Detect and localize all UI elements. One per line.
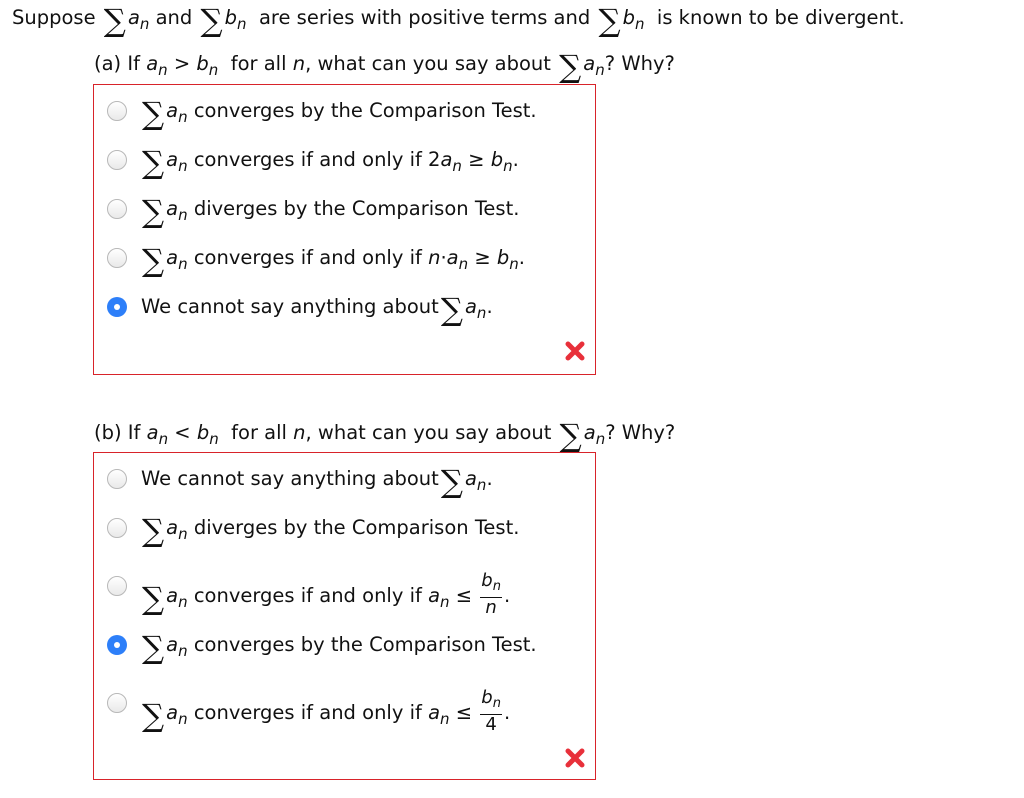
intro-text: are series with positive terms and bbox=[258, 6, 591, 29]
var-a: a bbox=[428, 584, 441, 607]
option-b-5[interactable] bbox=[140, 687, 511, 737]
relation: ≤ bbox=[455, 701, 473, 724]
sigma-symbol: ∑ bbox=[598, 3, 621, 39]
fraction-numerator bbox=[480, 571, 502, 598]
var-a: a bbox=[428, 701, 441, 724]
fraction-denominator: n bbox=[485, 597, 497, 618]
option-text: . bbox=[503, 584, 511, 607]
sigma-symbol: ∑ bbox=[142, 698, 165, 734]
question-text: (b) If bbox=[94, 421, 141, 444]
sub-n: n bbox=[476, 304, 487, 322]
sub-n: n bbox=[178, 525, 188, 543]
var-b: b bbox=[490, 148, 504, 171]
option-text: . bbox=[486, 467, 493, 490]
var-a: a bbox=[166, 246, 179, 269]
intro-line bbox=[12, 5, 905, 37]
radio-a-1[interactable] bbox=[107, 101, 127, 121]
sigma-symbol: ∑ bbox=[440, 292, 463, 328]
question-text: for all bbox=[231, 421, 287, 444]
option-b-1[interactable] bbox=[141, 466, 493, 498]
var-b: b bbox=[481, 687, 493, 708]
option-text: diverges by the Comparison Test. bbox=[193, 197, 520, 220]
sub-n: n bbox=[209, 430, 219, 448]
option-text: We cannot say anything about bbox=[141, 295, 439, 318]
intro-text: Suppose bbox=[12, 6, 96, 29]
var-b: b bbox=[496, 246, 510, 269]
option-text: converges if and only if bbox=[193, 701, 422, 724]
var-a: a bbox=[166, 584, 179, 607]
dot-operator: · bbox=[440, 246, 447, 269]
option-text: converges if and only if 2 bbox=[193, 148, 441, 171]
option-text: converges by the Comparison Test. bbox=[193, 99, 537, 122]
radio-b-3[interactable] bbox=[107, 576, 127, 596]
option-text: . bbox=[518, 246, 525, 269]
var-a: a bbox=[127, 6, 140, 29]
var-b: b bbox=[481, 570, 493, 591]
radio-b-2[interactable] bbox=[107, 518, 127, 538]
sub-n: n bbox=[634, 15, 645, 33]
option-a-1[interactable] bbox=[140, 98, 537, 130]
var-a: a bbox=[166, 701, 179, 724]
radio-b-5[interactable] bbox=[107, 693, 127, 713]
fraction-denominator: 4 bbox=[485, 714, 497, 735]
option-b-3[interactable] bbox=[140, 570, 511, 620]
option-text: . bbox=[503, 701, 511, 724]
question-text: ? Why? bbox=[604, 52, 675, 75]
question-a bbox=[94, 51, 675, 83]
var-n: n bbox=[428, 246, 441, 269]
relation: ≥ bbox=[474, 246, 491, 269]
sub-n: n bbox=[492, 696, 501, 711]
radio-a-2[interactable] bbox=[107, 150, 127, 170]
var-n: n bbox=[293, 421, 306, 444]
option-a-3[interactable] bbox=[140, 196, 519, 228]
var-a: a bbox=[146, 421, 159, 444]
question-text: , what can you say about bbox=[305, 421, 552, 444]
option-text: converges if and only if bbox=[193, 584, 422, 607]
sub-n: n bbox=[178, 710, 188, 728]
relation: < bbox=[174, 421, 191, 444]
var-a: a bbox=[464, 295, 477, 318]
incorrect-x-icon bbox=[564, 747, 586, 769]
option-a-5[interactable] bbox=[141, 294, 493, 326]
sigma-symbol: ∑ bbox=[103, 3, 126, 39]
sub-n: n bbox=[158, 61, 168, 79]
var-a: a bbox=[166, 99, 179, 122]
relation: > bbox=[173, 52, 191, 75]
option-text: diverges by the Comparison Test. bbox=[193, 516, 520, 539]
sigma-symbol: ∑ bbox=[142, 513, 165, 549]
var-a: a bbox=[440, 148, 453, 171]
question-b bbox=[94, 420, 675, 452]
sub-n: n bbox=[492, 579, 501, 594]
sub-n: n bbox=[503, 157, 513, 175]
sub-n: n bbox=[178, 108, 188, 126]
sigma-symbol: ∑ bbox=[142, 243, 165, 279]
option-text: We cannot say anything about bbox=[141, 467, 439, 490]
fraction bbox=[480, 688, 502, 735]
option-b-2[interactable] bbox=[140, 515, 519, 547]
radio-a-5-selected[interactable] bbox=[107, 297, 127, 317]
sub-n: n bbox=[139, 15, 150, 33]
relation: ≤ bbox=[455, 584, 473, 607]
sub-n: n bbox=[178, 593, 188, 611]
option-text: . bbox=[486, 295, 493, 318]
sub-n: n bbox=[237, 15, 247, 33]
var-a: a bbox=[446, 246, 459, 269]
var-a: a bbox=[166, 633, 179, 656]
sub-n: n bbox=[452, 157, 462, 175]
fraction bbox=[480, 571, 502, 618]
sub-n: n bbox=[440, 593, 450, 611]
option-b-4[interactable] bbox=[140, 632, 537, 664]
var-a: a bbox=[464, 467, 477, 490]
sub-n: n bbox=[178, 255, 188, 273]
radio-a-4[interactable] bbox=[107, 248, 127, 268]
radio-b-1[interactable] bbox=[107, 469, 127, 489]
intro-text: and bbox=[155, 6, 193, 29]
sigma-symbol: ∑ bbox=[200, 3, 223, 39]
question-text: (a) If bbox=[94, 52, 140, 75]
radio-b-4-selected[interactable] bbox=[107, 635, 127, 655]
sub-n: n bbox=[178, 157, 188, 175]
sigma-symbol: ∑ bbox=[142, 194, 165, 230]
option-text: converges by the Comparison Test. bbox=[193, 633, 537, 656]
var-a: a bbox=[166, 148, 179, 171]
sigma-symbol: ∑ bbox=[559, 49, 582, 85]
var-b: b bbox=[622, 6, 635, 29]
sub-n: n bbox=[458, 255, 469, 273]
var-b: b bbox=[224, 6, 238, 29]
option-text: converges if and only if bbox=[193, 246, 422, 269]
sub-n: n bbox=[595, 61, 605, 79]
question-text: , what can you say about bbox=[305, 52, 551, 75]
sub-n: n bbox=[178, 642, 188, 660]
sigma-symbol: ∑ bbox=[142, 581, 165, 617]
var-b: b bbox=[196, 52, 209, 75]
incorrect-x-icon bbox=[564, 340, 586, 362]
var-b: b bbox=[196, 421, 210, 444]
sub-n: n bbox=[158, 430, 169, 448]
radio-a-3[interactable] bbox=[107, 199, 127, 219]
sub-n: n bbox=[595, 430, 606, 448]
var-a: a bbox=[166, 516, 179, 539]
question-text: for all bbox=[230, 52, 287, 75]
var-n: n bbox=[292, 52, 306, 75]
sub-n: n bbox=[509, 255, 519, 273]
sigma-symbol: ∑ bbox=[559, 418, 582, 454]
option-text: . bbox=[512, 148, 519, 171]
var-a: a bbox=[583, 421, 596, 444]
sigma-symbol: ∑ bbox=[440, 464, 463, 500]
option-a-2[interactable] bbox=[140, 147, 519, 179]
intro-text: is known to be divergent. bbox=[656, 6, 905, 29]
sub-n: n bbox=[440, 710, 450, 728]
sigma-symbol: ∑ bbox=[142, 630, 165, 666]
sigma-symbol: ∑ bbox=[142, 145, 165, 181]
sub-n: n bbox=[178, 206, 188, 224]
fraction-numerator bbox=[480, 688, 502, 715]
var-a: a bbox=[583, 52, 596, 75]
sub-n: n bbox=[208, 61, 219, 79]
sub-n: n bbox=[476, 476, 487, 494]
question-text: ? Why? bbox=[605, 421, 676, 444]
relation: ≥ bbox=[468, 148, 485, 171]
var-a: a bbox=[166, 197, 179, 220]
option-a-4[interactable] bbox=[140, 245, 525, 277]
var-a: a bbox=[146, 52, 159, 75]
sigma-symbol: ∑ bbox=[142, 96, 165, 132]
